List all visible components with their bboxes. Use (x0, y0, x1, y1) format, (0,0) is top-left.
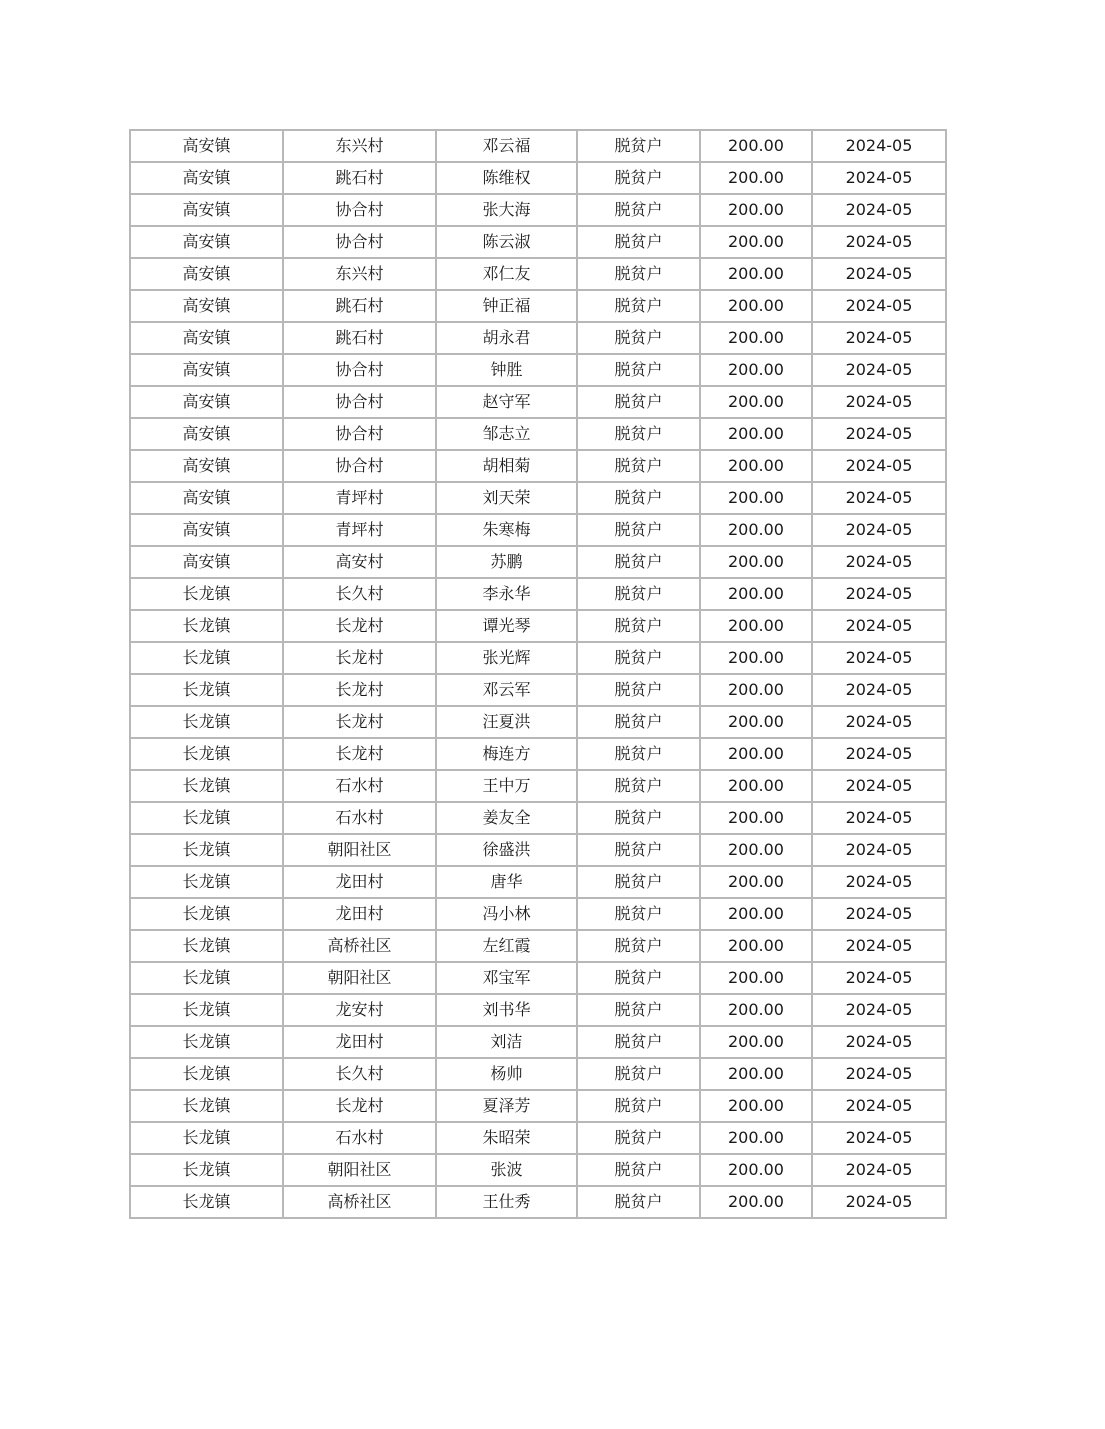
month-cell: 2024-05 (812, 1122, 946, 1154)
village-cell: 朝阳社区 (283, 1154, 436, 1186)
amount-cell: 200.00 (700, 1186, 812, 1218)
table-row (130, 386, 946, 418)
household-type-cell: 脱贫户 (577, 898, 700, 930)
town-cell: 长龙镇 (130, 866, 283, 898)
amount-cell: 200.00 (700, 418, 812, 450)
month-cell: 2024-05 (812, 674, 946, 706)
table-row (130, 578, 946, 610)
amount-cell: 200.00 (700, 450, 812, 482)
month-cell: 2024-05 (812, 194, 946, 226)
village-cell: 石水村 (283, 1122, 436, 1154)
month-cell: 2024-05 (812, 706, 946, 738)
name-cell: 刘天荣 (436, 482, 577, 514)
month-cell: 2024-05 (812, 994, 946, 1026)
town-cell: 高安镇 (130, 130, 283, 162)
town-cell: 长龙镇 (130, 1154, 283, 1186)
table-row (130, 482, 946, 514)
name-cell: 胡永君 (436, 322, 577, 354)
month-cell: 2024-05 (812, 610, 946, 642)
table-row (130, 674, 946, 706)
month-cell: 2024-05 (812, 898, 946, 930)
table-row (130, 802, 946, 834)
town-cell: 高安镇 (130, 290, 283, 322)
household-type-cell: 脱贫户 (577, 674, 700, 706)
table-row (130, 450, 946, 482)
village-cell: 龙田村 (283, 1026, 436, 1058)
town-cell: 高安镇 (130, 514, 283, 546)
month-cell: 2024-05 (812, 290, 946, 322)
table-row (130, 514, 946, 546)
village-cell: 协合村 (283, 194, 436, 226)
table-row (130, 354, 946, 386)
amount-cell: 200.00 (700, 226, 812, 258)
household-type-cell: 脱贫户 (577, 386, 700, 418)
amount-cell: 200.00 (700, 738, 812, 770)
household-type-cell: 脱贫户 (577, 578, 700, 610)
name-cell: 梅连方 (436, 738, 577, 770)
table-row (130, 130, 946, 162)
name-cell: 杨帅 (436, 1058, 577, 1090)
town-cell: 长龙镇 (130, 898, 283, 930)
village-cell: 青坪村 (283, 514, 436, 546)
town-cell: 高安镇 (130, 386, 283, 418)
town-cell: 长龙镇 (130, 834, 283, 866)
village-cell: 协合村 (283, 226, 436, 258)
name-cell: 张大海 (436, 194, 577, 226)
amount-cell: 200.00 (700, 1122, 812, 1154)
table-row (130, 962, 946, 994)
name-cell: 刘洁 (436, 1026, 577, 1058)
name-cell: 苏鹏 (436, 546, 577, 578)
name-cell: 胡相菊 (436, 450, 577, 482)
name-cell: 朱寒梅 (436, 514, 577, 546)
town-cell: 高安镇 (130, 162, 283, 194)
month-cell: 2024-05 (812, 258, 946, 290)
village-cell: 长久村 (283, 1058, 436, 1090)
amount-cell: 200.00 (700, 770, 812, 802)
village-cell: 高桥社区 (283, 1186, 436, 1218)
household-type-cell: 脱贫户 (577, 1058, 700, 1090)
name-cell: 徐盛洪 (436, 834, 577, 866)
household-type-cell: 脱贫户 (577, 1090, 700, 1122)
amount-cell: 200.00 (700, 866, 812, 898)
amount-cell: 200.00 (700, 578, 812, 610)
table-row (130, 770, 946, 802)
household-type-cell: 脱贫户 (577, 834, 700, 866)
village-cell: 协合村 (283, 354, 436, 386)
town-cell: 长龙镇 (130, 738, 283, 770)
name-cell: 钟胜 (436, 354, 577, 386)
name-cell: 刘书华 (436, 994, 577, 1026)
table-row (130, 1122, 946, 1154)
household-type-cell: 脱贫户 (577, 930, 700, 962)
table-row (130, 738, 946, 770)
table-row (130, 994, 946, 1026)
household-type-cell: 脱贫户 (577, 962, 700, 994)
town-cell: 高安镇 (130, 258, 283, 290)
town-cell: 高安镇 (130, 482, 283, 514)
household-type-cell: 脱贫户 (577, 322, 700, 354)
name-cell: 王中万 (436, 770, 577, 802)
village-cell: 长龙村 (283, 610, 436, 642)
name-cell: 李永华 (436, 578, 577, 610)
amount-cell: 200.00 (700, 898, 812, 930)
name-cell: 钟正福 (436, 290, 577, 322)
subsidy-table (129, 129, 947, 1219)
town-cell: 高安镇 (130, 546, 283, 578)
amount-cell: 200.00 (700, 962, 812, 994)
village-cell: 青坪村 (283, 482, 436, 514)
name-cell: 邓云军 (436, 674, 577, 706)
name-cell: 陈云淑 (436, 226, 577, 258)
village-cell: 龙田村 (283, 898, 436, 930)
amount-cell: 200.00 (700, 1090, 812, 1122)
month-cell: 2024-05 (812, 1058, 946, 1090)
amount-cell: 200.00 (700, 674, 812, 706)
amount-cell: 200.00 (700, 386, 812, 418)
household-type-cell: 脱贫户 (577, 1154, 700, 1186)
household-type-cell: 脱贫户 (577, 1122, 700, 1154)
month-cell: 2024-05 (812, 578, 946, 610)
amount-cell: 200.00 (700, 930, 812, 962)
table-row (130, 194, 946, 226)
household-type-cell: 脱贫户 (577, 1026, 700, 1058)
household-type-cell: 脱贫户 (577, 642, 700, 674)
town-cell: 长龙镇 (130, 706, 283, 738)
village-cell: 高桥社区 (283, 930, 436, 962)
month-cell: 2024-05 (812, 1026, 946, 1058)
village-cell: 长龙村 (283, 642, 436, 674)
household-type-cell: 脱贫户 (577, 450, 700, 482)
month-cell: 2024-05 (812, 322, 946, 354)
village-cell: 跳石村 (283, 290, 436, 322)
table-row (130, 226, 946, 258)
amount-cell: 200.00 (700, 258, 812, 290)
town-cell: 高安镇 (130, 450, 283, 482)
village-cell: 东兴村 (283, 258, 436, 290)
table-row (130, 258, 946, 290)
town-cell: 高安镇 (130, 194, 283, 226)
household-type-cell: 脱贫户 (577, 258, 700, 290)
month-cell: 2024-05 (812, 354, 946, 386)
amount-cell: 200.00 (700, 514, 812, 546)
table-row (130, 610, 946, 642)
name-cell: 谭光琴 (436, 610, 577, 642)
table-body (130, 130, 946, 1218)
amount-cell: 200.00 (700, 1154, 812, 1186)
village-cell: 龙安村 (283, 994, 436, 1026)
table-row (130, 1058, 946, 1090)
household-type-cell: 脱贫户 (577, 770, 700, 802)
amount-cell: 200.00 (700, 802, 812, 834)
village-cell: 跳石村 (283, 322, 436, 354)
village-cell: 长龙村 (283, 706, 436, 738)
amount-cell: 200.00 (700, 642, 812, 674)
month-cell: 2024-05 (812, 834, 946, 866)
household-type-cell: 脱贫户 (577, 162, 700, 194)
household-type-cell: 脱贫户 (577, 610, 700, 642)
name-cell: 邓云福 (436, 130, 577, 162)
month-cell: 2024-05 (812, 738, 946, 770)
town-cell: 高安镇 (130, 322, 283, 354)
town-cell: 高安镇 (130, 418, 283, 450)
month-cell: 2024-05 (812, 642, 946, 674)
amount-cell: 200.00 (700, 162, 812, 194)
month-cell: 2024-05 (812, 1186, 946, 1218)
name-cell: 夏泽芳 (436, 1090, 577, 1122)
town-cell: 长龙镇 (130, 674, 283, 706)
village-cell: 协合村 (283, 450, 436, 482)
household-type-cell: 脱贫户 (577, 130, 700, 162)
household-type-cell: 脱贫户 (577, 706, 700, 738)
month-cell: 2024-05 (812, 226, 946, 258)
month-cell: 2024-05 (812, 1090, 946, 1122)
village-cell: 协合村 (283, 418, 436, 450)
household-type-cell: 脱贫户 (577, 194, 700, 226)
amount-cell: 200.00 (700, 130, 812, 162)
village-cell: 长久村 (283, 578, 436, 610)
month-cell: 2024-05 (812, 866, 946, 898)
village-cell: 龙田村 (283, 866, 436, 898)
amount-cell: 200.00 (700, 610, 812, 642)
name-cell: 王仕秀 (436, 1186, 577, 1218)
amount-cell: 200.00 (700, 546, 812, 578)
month-cell: 2024-05 (812, 386, 946, 418)
household-type-cell: 脱贫户 (577, 418, 700, 450)
town-cell: 长龙镇 (130, 802, 283, 834)
month-cell: 2024-05 (812, 546, 946, 578)
town-cell: 长龙镇 (130, 642, 283, 674)
town-cell: 长龙镇 (130, 1026, 283, 1058)
household-type-cell: 脱贫户 (577, 994, 700, 1026)
name-cell: 邓宝军 (436, 962, 577, 994)
name-cell: 左红霞 (436, 930, 577, 962)
household-type-cell: 脱贫户 (577, 226, 700, 258)
month-cell: 2024-05 (812, 162, 946, 194)
name-cell: 邹志立 (436, 418, 577, 450)
name-cell: 唐华 (436, 866, 577, 898)
month-cell: 2024-05 (812, 514, 946, 546)
month-cell: 2024-05 (812, 418, 946, 450)
town-cell: 长龙镇 (130, 1058, 283, 1090)
household-type-cell: 脱贫户 (577, 354, 700, 386)
month-cell: 2024-05 (812, 482, 946, 514)
village-cell: 高安村 (283, 546, 436, 578)
town-cell: 高安镇 (130, 354, 283, 386)
name-cell: 邓仁友 (436, 258, 577, 290)
amount-cell: 200.00 (700, 706, 812, 738)
amount-cell: 200.00 (700, 290, 812, 322)
town-cell: 长龙镇 (130, 1122, 283, 1154)
month-cell: 2024-05 (812, 450, 946, 482)
village-cell: 长龙村 (283, 674, 436, 706)
household-type-cell: 脱贫户 (577, 866, 700, 898)
table-row (130, 706, 946, 738)
month-cell: 2024-05 (812, 130, 946, 162)
village-cell: 长龙村 (283, 738, 436, 770)
household-type-cell: 脱贫户 (577, 290, 700, 322)
village-cell: 协合村 (283, 386, 436, 418)
amount-cell: 200.00 (700, 322, 812, 354)
table-row (130, 1090, 946, 1122)
table-row (130, 898, 946, 930)
town-cell: 长龙镇 (130, 1090, 283, 1122)
name-cell: 陈维权 (436, 162, 577, 194)
household-type-cell: 脱贫户 (577, 802, 700, 834)
town-cell: 长龙镇 (130, 578, 283, 610)
amount-cell: 200.00 (700, 834, 812, 866)
amount-cell: 200.00 (700, 1026, 812, 1058)
table-row (130, 290, 946, 322)
village-cell: 跳石村 (283, 162, 436, 194)
table-row (130, 642, 946, 674)
village-cell: 东兴村 (283, 130, 436, 162)
table-row (130, 546, 946, 578)
household-type-cell: 脱贫户 (577, 546, 700, 578)
amount-cell: 200.00 (700, 1058, 812, 1090)
table-row (130, 418, 946, 450)
town-cell: 高安镇 (130, 226, 283, 258)
table-row (130, 1154, 946, 1186)
town-cell: 长龙镇 (130, 994, 283, 1026)
village-cell: 石水村 (283, 802, 436, 834)
table-row (130, 1186, 946, 1218)
month-cell: 2024-05 (812, 1154, 946, 1186)
town-cell: 长龙镇 (130, 962, 283, 994)
household-type-cell: 脱贫户 (577, 514, 700, 546)
table-row (130, 834, 946, 866)
name-cell: 朱昭荣 (436, 1122, 577, 1154)
name-cell: 姜友全 (436, 802, 577, 834)
town-cell: 长龙镇 (130, 610, 283, 642)
name-cell: 冯小林 (436, 898, 577, 930)
table-row (130, 162, 946, 194)
table-row (130, 1026, 946, 1058)
town-cell: 长龙镇 (130, 1186, 283, 1218)
village-cell: 长龙村 (283, 1090, 436, 1122)
household-type-cell: 脱贫户 (577, 482, 700, 514)
household-type-cell: 脱贫户 (577, 738, 700, 770)
amount-cell: 200.00 (700, 482, 812, 514)
name-cell: 张光辉 (436, 642, 577, 674)
town-cell: 长龙镇 (130, 770, 283, 802)
name-cell: 张波 (436, 1154, 577, 1186)
household-type-cell: 脱贫户 (577, 1186, 700, 1218)
table-row (130, 930, 946, 962)
month-cell: 2024-05 (812, 930, 946, 962)
month-cell: 2024-05 (812, 962, 946, 994)
amount-cell: 200.00 (700, 994, 812, 1026)
amount-cell: 200.00 (700, 354, 812, 386)
village-cell: 朝阳社区 (283, 834, 436, 866)
month-cell: 2024-05 (812, 770, 946, 802)
table-row (130, 322, 946, 354)
town-cell: 长龙镇 (130, 930, 283, 962)
village-cell: 朝阳社区 (283, 962, 436, 994)
name-cell: 赵守军 (436, 386, 577, 418)
table-row (130, 866, 946, 898)
village-cell: 石水村 (283, 770, 436, 802)
name-cell: 汪夏洪 (436, 706, 577, 738)
month-cell: 2024-05 (812, 802, 946, 834)
amount-cell: 200.00 (700, 194, 812, 226)
